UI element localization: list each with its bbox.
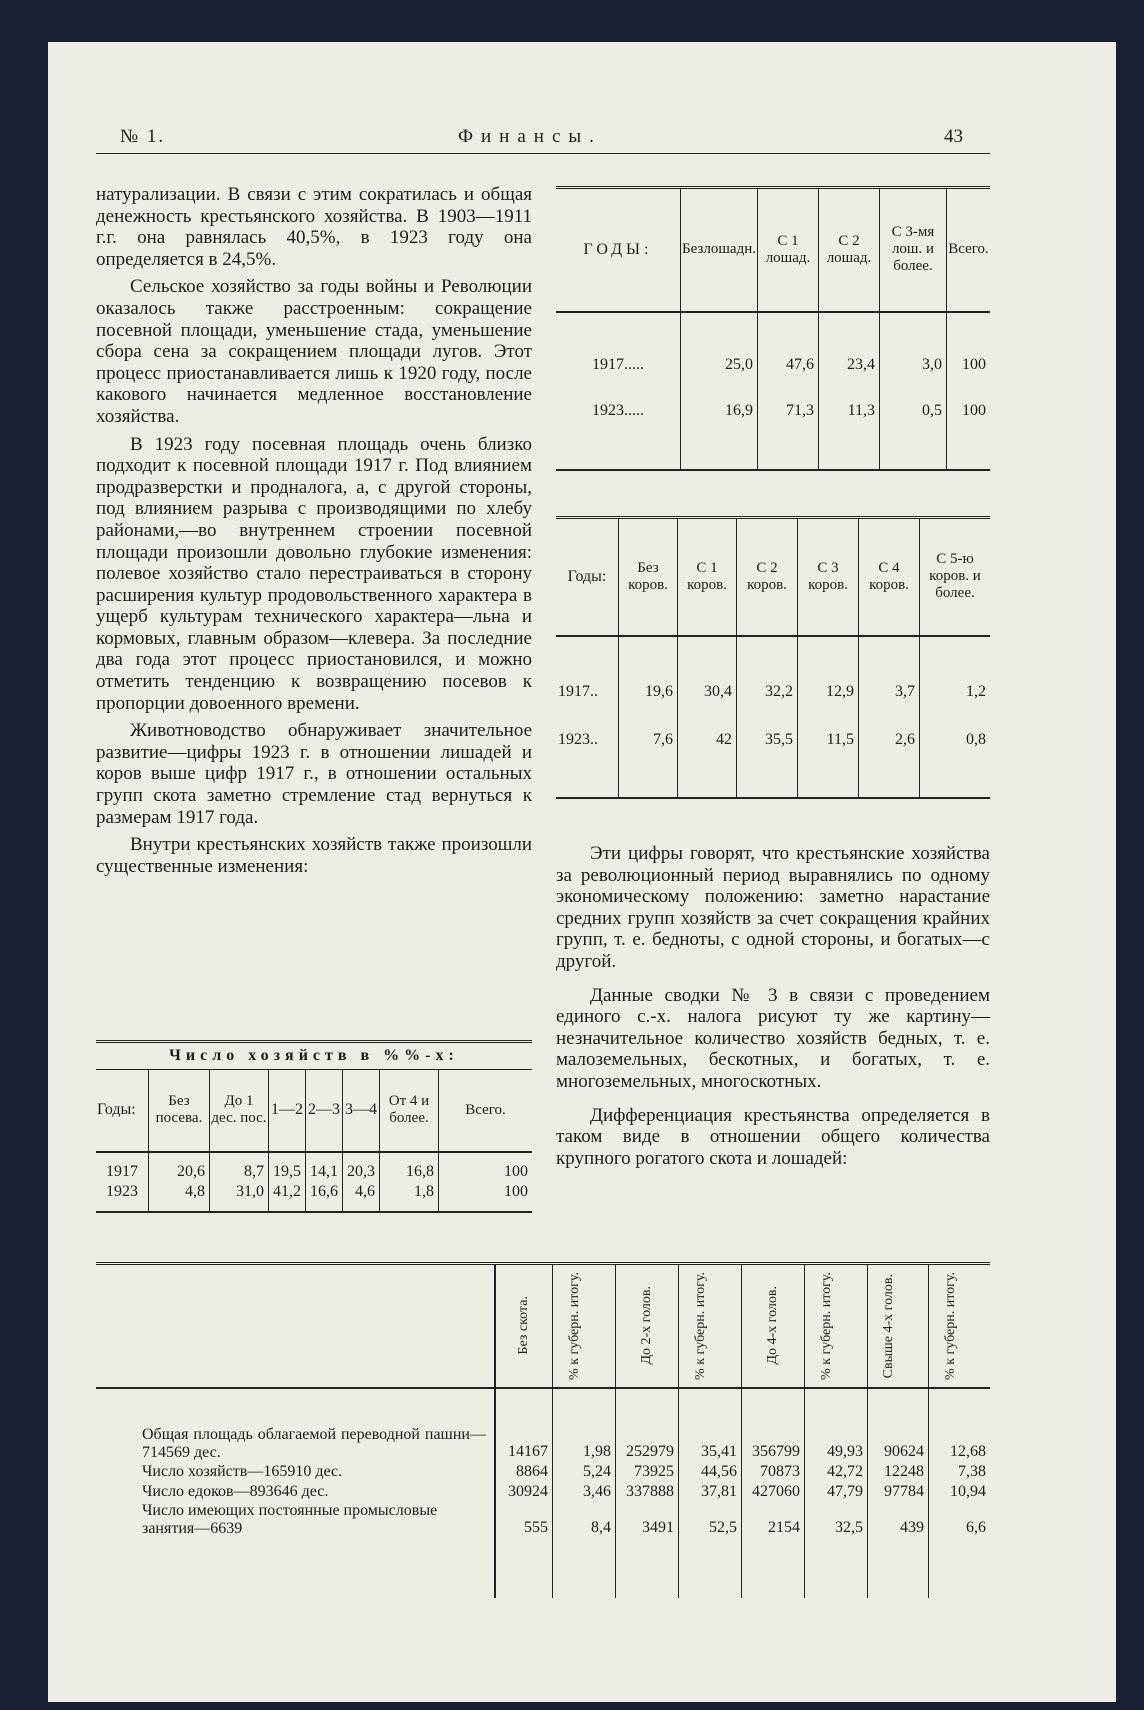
paragraph: Дифференциация крестьянства определяется в таком виде в отношении общего количества крупного рогатого скота и лошадей: <box>556 1104 990 1169</box>
table-row: Число хозяйств—165910 дес. 8864 5,24 73925 44,56 70873 42,72 12248 7,38 <box>96 1462 990 1482</box>
column-header: Безлошадн. <box>681 188 758 312</box>
row-label: Общая площадь облагаемой переводной пашни—714569 дес. <box>96 1426 495 1462</box>
column-header: Без скота. <box>516 1296 531 1356</box>
paragraph: Эти цифры говорят, что крестьянские хозяйства за революционный период выравнялись по одному экономическому положению: заметно нарастание средних групп хозяйств за счет сокращения крайних групп, т. е. бедноты, с одной стороны, и богатых—с другой. <box>556 843 990 972</box>
left-column-text <box>96 184 532 877</box>
column-header: С 1 лошад. <box>757 188 818 312</box>
table-row: 1917 20,6 8,7 19,5 14,1 20,3 16,8 100 <box>96 1162 532 1182</box>
page-number: 43 <box>944 126 963 147</box>
column-header: Свыше 4-х голов. <box>881 1273 896 1378</box>
header-rule <box>96 153 990 154</box>
row-label: Число едоков—893646 дес. <box>96 1482 495 1502</box>
row-label: Число хозяйств—165910 дес. <box>96 1462 495 1482</box>
table-row: 1917.. 19,6 30,4 32,2 12,9 3,7 1,2 <box>556 668 990 716</box>
column-header: С 3-мя лош. и более. <box>879 188 946 312</box>
column-header: ГОДЫ: <box>556 188 681 312</box>
column-header: Без посева. <box>149 1070 210 1152</box>
journal-title: Финансы. <box>458 126 602 147</box>
column-header: Без коров. <box>619 518 678 636</box>
column-header: До 1 дес. пос. <box>210 1070 269 1152</box>
table-row: 1923..... 16,9 71,3 11,3 0,5 100 <box>556 388 990 434</box>
column-header: С 3 коров. <box>798 518 859 636</box>
column-header: 3—4 <box>343 1070 380 1152</box>
column-header: Годы: <box>556 518 619 636</box>
row-label: Число имеющих постоянные промысловые занятия—6639 <box>96 1502 495 1538</box>
column-header: С 4 коров. <box>859 518 920 636</box>
column-header: % к губерн. итогу. <box>819 1271 834 1380</box>
column-header: От 4 и более. <box>380 1070 439 1152</box>
table-sowing-area <box>96 1040 532 1213</box>
column-header: 2—3 <box>306 1070 343 1152</box>
column-header: % к губерн. итогу. <box>567 1271 582 1380</box>
right-column-text <box>556 843 990 1169</box>
column-header: С 5-ю коров. и более. <box>929 551 981 602</box>
table-cows <box>556 516 990 799</box>
column-header: С 1 коров. <box>678 518 737 636</box>
column-header: Всего. <box>465 1101 506 1118</box>
paragraph: В 1923 году посевная площадь очень близко подходит к посевной площади 1917 г. Под влиянием продразверстки и продналога, а, с другой стороны, под влиянием разрыва с производящими по хлебу районами,—во внутреннем строении посевной площади произошли довольно глубокие изменения: полевое хозяйство стало перестраиваться в сторону расширения культур продовольственного характера в ущерб культурам технического характера—льна и кормовых, главным образом—клевера. За последние два года этот процесс приостановился, и можно отметить тенденцию к возвращению посевов к пропорции довоенного времени. <box>96 433 532 714</box>
paragraph: Данные сводки № 3 в связи с проведением единого с.-х. налога рисуют ту же картину—незначительное количество хозяйств бедных, т. е. малоземельных, бескотных, и богатых, т. е. многоземельных, многоскотных. <box>556 984 990 1092</box>
table-caption: Число хозяйств в %%-х: <box>96 1042 532 1070</box>
paragraph: Животноводство обнаруживает значительное развитие—цифры 1923 г. в отношении лишадей и коров выше цифр 1917 г., в отношении остальных групп скота заметно стремление стад вернуться к размерам 1917 года. <box>96 720 532 828</box>
column-header: С 2 коров. <box>737 518 798 636</box>
column-header: С 2 лошад. <box>818 188 879 312</box>
column-header: Годы: <box>96 1070 149 1152</box>
paragraph: Сельское хозяйство за годы войны и Революции оказалось также расстроенным: сокращение посевной площади, уменьшение стада, уменьшение сбора сена за сокращением площади лугов. Этот процесс приостанавливается лишь к 1920 году, после какового начинается медленное восстановление хозяйства. <box>96 276 532 427</box>
table-row: 1923 4,8 31,0 41,2 16,6 4,6 1,8 100 <box>96 1182 532 1202</box>
table-row: 1923.. 7,6 42 35,5 11,5 2,6 0,8 <box>556 716 990 764</box>
table-horses <box>556 186 990 471</box>
table-row: Общая площадь облагаемой переводной пашни—714569 дес. 14167 1,98 252979 35,41 356799 49,93 90624 12,68 <box>96 1426 990 1462</box>
column-header: Всего. <box>948 241 989 258</box>
table-row: Число едоков—893646 дес. 30924 3,46 337888 37,81 427060 47,79 97784 10,94 <box>96 1482 990 1502</box>
column-header: % к губерн. итогу. <box>693 1271 708 1380</box>
column-header: % к губерн. итогу. <box>942 1271 958 1380</box>
paragraph: натурализации. В связи с этим сократилась и общая денежность крестьянского хозяйства. В 1903—1911 г.г. она равнялась 40,5%, в 1923 году она определяется в 24,5%. <box>96 184 532 270</box>
paragraph: Внутри крестьянских хозяйств также произошли существенные изменения: <box>96 834 532 877</box>
column-header: До 4-х голов. <box>765 1286 780 1366</box>
column-header: 1—2 <box>269 1070 306 1152</box>
issue-number: № 1. <box>120 126 166 147</box>
table-cattle-differentiation <box>96 1262 990 1598</box>
table-row: Число имеющих постоянные промысловые занятия—6639 555 8,4 3491 52,5 2154 32,5 439 6,6 <box>96 1502 990 1538</box>
column-header: До 2-х голов. <box>639 1286 654 1366</box>
table-row: 1917..... 25,0 47,6 23,4 3,0 100 <box>556 342 990 388</box>
